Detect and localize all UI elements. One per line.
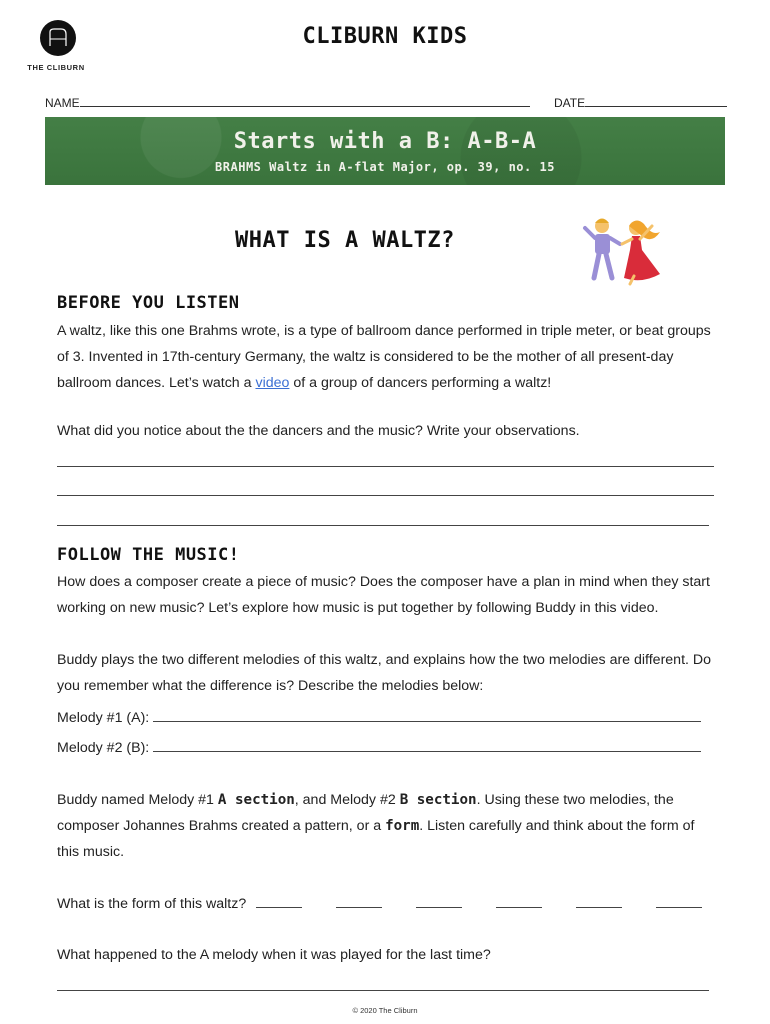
form-term: form bbox=[385, 818, 420, 834]
name-label: NAME bbox=[45, 96, 80, 110]
before-text-1: A waltz, like this one Brahms wrote, is a type of ballroom dance performed in triple meter, or beat groups of 3. Invented in 17th-century Germany, the waltz is considered to be the mother of all present-day ballroom dances. Let’s watch a bbox=[57, 323, 711, 391]
form-question-row bbox=[57, 891, 717, 917]
melody-1-line[interactable] bbox=[153, 707, 701, 722]
banner-title: Starts with a B: A-B-A bbox=[233, 129, 537, 154]
form-blank-1[interactable] bbox=[256, 893, 302, 908]
b-section-term: B section bbox=[399, 792, 477, 808]
melody-1-row bbox=[57, 705, 717, 731]
form-text-4: . Listen carefully and think about the form of this music. bbox=[57, 818, 695, 860]
before-paragraph bbox=[57, 318, 717, 396]
section-title: WHAT IS A WALTZ? bbox=[235, 228, 455, 253]
date-label: DATE bbox=[554, 96, 586, 110]
form-question: What is the form of this waltz? bbox=[57, 896, 247, 912]
form-text-1: Buddy named Melody #1 bbox=[57, 792, 218, 808]
melody-1-label: Melody #1 (A): bbox=[57, 710, 150, 726]
footer-copyright: © 2020 The Cliburn bbox=[352, 1006, 418, 1015]
form-paragraph bbox=[57, 787, 717, 865]
chalkboard-banner bbox=[45, 117, 725, 185]
logo-text: THE CLIBURN bbox=[27, 63, 85, 72]
melody-2-line[interactable] bbox=[153, 737, 701, 752]
observations-question: What did you notice about the the dancers and the music? Write your observations. bbox=[57, 423, 580, 439]
form-blank-2[interactable] bbox=[336, 893, 382, 908]
before-text-2: of a group of dancers performing a waltz! bbox=[289, 375, 552, 391]
melody-2-label: Melody #2 (B): bbox=[57, 740, 150, 756]
answer-line-1[interactable] bbox=[57, 466, 714, 467]
form-blank-5[interactable] bbox=[576, 893, 622, 908]
before-you-listen-heading: BEFORE YOU LISTEN bbox=[57, 293, 240, 313]
last-time-question: What happened to the A melody when it was played for the last time? bbox=[57, 947, 491, 963]
form-blank-4[interactable] bbox=[496, 893, 542, 908]
name-line[interactable] bbox=[80, 94, 530, 107]
video-link[interactable]: video bbox=[255, 375, 290, 391]
page-header-title: CLIBURN KIDS bbox=[302, 24, 468, 49]
answer-line-2[interactable] bbox=[57, 495, 714, 496]
follow-the-music-heading: FOLLOW THE MUSIC! bbox=[57, 545, 240, 565]
form-blank-6[interactable] bbox=[656, 893, 702, 908]
follow-paragraph-2: Buddy plays the two different melodies of this waltz, and explains how the two melodies are different. Do you remember what the difference is? Describe the melodies below: bbox=[57, 652, 712, 694]
form-text-2: , and Melody #2 bbox=[294, 792, 400, 808]
form-blank-3[interactable] bbox=[416, 893, 462, 908]
melody-2-row bbox=[57, 735, 717, 761]
date-field[interactable] bbox=[554, 94, 727, 110]
dancers-icon bbox=[582, 214, 668, 291]
banner-subtitle: BRAHMS Waltz in A-flat Major, op. 39, no. 15 bbox=[215, 160, 555, 174]
answer-line-3[interactable] bbox=[57, 525, 709, 526]
last-answer-line[interactable] bbox=[57, 990, 709, 991]
follow-paragraph-1: How does a composer create a piece of music? Does the composer have a plan in mind when they start working on new music? Let’s explore how music is put together by following Buddy in this video. bbox=[57, 574, 710, 616]
a-section-term: A section bbox=[217, 792, 295, 808]
name-field[interactable] bbox=[45, 94, 530, 110]
date-line[interactable] bbox=[585, 94, 727, 107]
form-text-3: . Using these two melodies, the composer Johannes Brahms created a pattern, or a bbox=[57, 792, 674, 834]
